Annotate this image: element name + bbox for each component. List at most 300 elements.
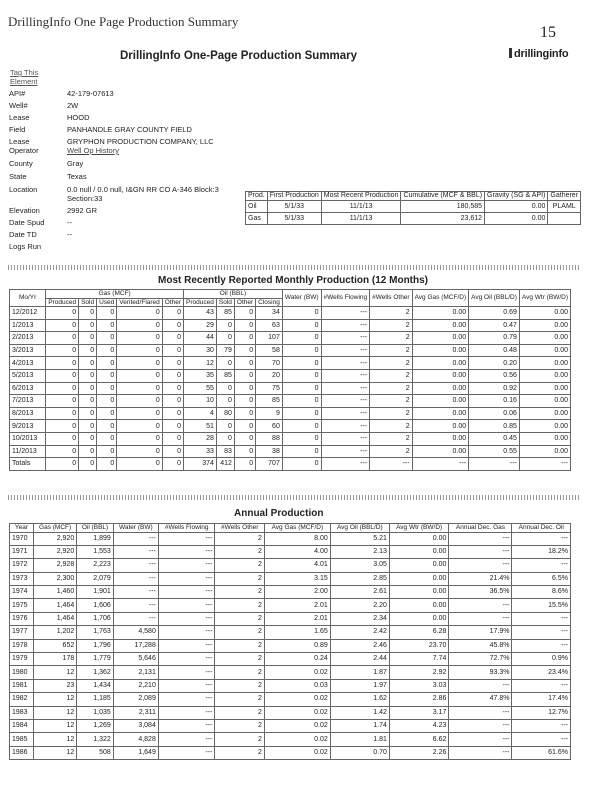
table-cell: 0 [162, 382, 183, 395]
table-cell: 0.9% [512, 653, 571, 666]
table-cell: 2,131 [113, 666, 158, 679]
table-cell: 2,089 [113, 693, 158, 706]
table-cell: 0 [234, 458, 255, 471]
table-row [10, 545, 571, 558]
table-cell: 2 [215, 545, 264, 558]
table-cell: --- [321, 458, 370, 471]
section-divider [8, 495, 580, 500]
api-value: 42-179-07613 [67, 89, 114, 98]
table-cell: 2 [370, 382, 412, 395]
table-row [10, 357, 571, 370]
table-cell: 2 [215, 733, 264, 746]
table-cell: 707 [256, 458, 283, 471]
table-cell: 11/1/13 [321, 201, 401, 213]
table-cell: 12 [184, 357, 217, 370]
table-cell: 0.00 [412, 344, 469, 357]
production-summary-table [245, 191, 581, 225]
oil-subheader: Closing [256, 298, 283, 307]
table-cell: 4/2013 [10, 357, 46, 370]
prod-header-cell: First Production [267, 192, 321, 201]
table-cell: 1,362 [77, 666, 114, 679]
county-label: County [9, 159, 33, 168]
table-cell: 0 [117, 307, 162, 320]
table-cell: 0 [117, 369, 162, 382]
api-label: API# [9, 89, 26, 98]
table-cell: 0.00 [519, 319, 570, 332]
table-cell: 1,035 [77, 706, 114, 719]
annual-header-cell: Water (BW) [113, 524, 158, 533]
table-cell: 0 [97, 420, 117, 433]
table-cell: 47.8% [449, 693, 512, 706]
group-oil-header: Oil (BBL) [184, 290, 283, 299]
table-cell: 1976 [10, 612, 34, 625]
table-cell: 0 [97, 332, 117, 345]
table-cell: 0 [79, 307, 97, 320]
table-cell: 2 [370, 344, 412, 357]
table-cell: 0 [282, 420, 321, 433]
table-cell: --- [412, 458, 469, 471]
table-cell: 178 [33, 653, 76, 666]
table-cell: 0 [282, 432, 321, 445]
table-cell: 0.00 [519, 357, 570, 370]
table-row [10, 559, 571, 572]
table-cell: 0.00 [519, 407, 570, 420]
table-cell: 0 [46, 407, 79, 420]
lease-value: HOOD [67, 113, 90, 122]
table-cell: 0 [117, 407, 162, 420]
logs-run-label: Logs Run [9, 242, 42, 251]
table-row [10, 572, 571, 585]
date-spud-label: Date Spud [9, 218, 45, 227]
table-cell: 0.79 [469, 332, 520, 345]
table-cell: 6.62 [389, 733, 449, 746]
table-cell: 0 [282, 319, 321, 332]
gas-subheader: Sold [79, 298, 97, 307]
table-cell: 0 [162, 395, 183, 408]
well-op-history-link[interactable]: Well Op History [67, 146, 119, 155]
table-cell: --- [158, 679, 215, 692]
table-cell: 0.00 [412, 445, 469, 458]
table-cell: --- [158, 559, 215, 572]
elevation-label: Elevation [9, 206, 40, 215]
table-cell: --- [321, 407, 370, 420]
table-cell: 2 [215, 586, 264, 599]
table-cell: 2 [370, 357, 412, 370]
table-cell: 0.00 [519, 445, 570, 458]
table-cell: 1974 [10, 586, 34, 599]
table-cell: --- [158, 626, 215, 639]
table-cell: 1,763 [77, 626, 114, 639]
table-cell: 1,434 [77, 679, 114, 692]
table-cell: 2,311 [113, 706, 158, 719]
logo-text: drillinginfo [514, 48, 569, 60]
table-cell: 2 [215, 666, 264, 679]
table-cell: 2 [215, 626, 264, 639]
table-cell: 0 [97, 319, 117, 332]
table-cell: 2,079 [77, 572, 114, 585]
table-cell: 0 [216, 332, 234, 345]
table-cell: 75 [256, 382, 283, 395]
date-td-label: Date TD [9, 230, 37, 239]
table-cell: 0.02 [264, 719, 330, 732]
table-cell: 1.62 [330, 693, 389, 706]
table-cell: 0 [79, 382, 97, 395]
operator-value: GRYPHON PRODUCTION COMPANY, LLC [67, 137, 214, 146]
table-cell: --- [321, 445, 370, 458]
table-cell: 2.61 [330, 586, 389, 599]
table-cell: --- [512, 639, 571, 652]
lease-label: Lease [9, 113, 30, 122]
table-cell: 0.24 [264, 653, 330, 666]
table-cell: 0.00 [412, 307, 469, 320]
table-cell: --- [158, 545, 215, 558]
table-cell: 1970 [10, 532, 34, 545]
table-cell: 0 [234, 319, 255, 332]
table-cell: 1,202 [33, 626, 76, 639]
table-cell: 55 [184, 382, 217, 395]
table-cell: 11/2013 [10, 445, 46, 458]
annual-header-cell: Avg Wtr (BW/D) [389, 524, 449, 533]
table-cell: 1,185 [77, 693, 114, 706]
table-cell: 85 [216, 307, 234, 320]
table-cell: 0 [282, 395, 321, 408]
table-cell: 1,269 [77, 719, 114, 732]
table-cell: 0.00 [389, 572, 449, 585]
table-cell: 45.8% [449, 639, 512, 652]
table-cell: --- [158, 719, 215, 732]
gas-subheader: Used [97, 298, 117, 307]
table-cell: 1982 [10, 693, 34, 706]
table-cell: 0.00 [389, 599, 449, 612]
table-cell: 38 [256, 445, 283, 458]
table-cell: 3.03 [389, 679, 449, 692]
location-value: 0.0 null / 0.0 null, I&GN RR CO A-346 Block:3 [67, 185, 219, 194]
table-cell: 374 [184, 458, 217, 471]
table-cell: 0 [234, 382, 255, 395]
table-cell: 0 [46, 332, 79, 345]
table-cell: 85 [216, 369, 234, 382]
annual-section-title: Annual Production [234, 508, 324, 519]
table-cell: --- [512, 626, 571, 639]
table-cell: 0 [117, 319, 162, 332]
table-cell: 2 [215, 653, 264, 666]
table-cell: 12 [33, 666, 76, 679]
gas-subheader: Vented/Flared [117, 298, 162, 307]
section-divider [8, 265, 580, 270]
table-cell: --- [512, 719, 571, 732]
col-avg-wtr: Avg Wtr (BW/D) [519, 290, 570, 307]
table-cell: 0.00 [519, 344, 570, 357]
table-cell: 28 [184, 432, 217, 445]
table-cell: 0 [79, 395, 97, 408]
table-cell: --- [449, 746, 512, 759]
table-cell: --- [512, 559, 571, 572]
table-cell: 1,322 [77, 733, 114, 746]
table-cell: 1980 [10, 666, 34, 679]
table-cell: 3,084 [113, 719, 158, 732]
prod-header-cell: Gatherer [548, 192, 581, 201]
table-cell: --- [113, 572, 158, 585]
table-cell: Totals [10, 458, 46, 471]
table-cell: 0 [282, 307, 321, 320]
table-row [10, 369, 571, 382]
table-cell: --- [449, 612, 512, 625]
gas-subheader: Other [162, 298, 183, 307]
date-spud-value: -- [67, 218, 72, 227]
table-cell: 2.26 [389, 746, 449, 759]
table-cell: 0.00 [412, 420, 469, 433]
table-cell: --- [449, 733, 512, 746]
table-cell: --- [321, 357, 370, 370]
table-cell: 85 [256, 395, 283, 408]
table-cell: 1,649 [113, 746, 158, 759]
table-cell: 0 [216, 432, 234, 445]
table-cell: 6/2013 [10, 382, 46, 395]
table-cell: 0 [162, 332, 183, 345]
table-cell: --- [113, 586, 158, 599]
table-row [10, 445, 571, 458]
annual-header-cell: Annual Dec. Gas [449, 524, 512, 533]
table-cell: 1.81 [330, 733, 389, 746]
table-cell: 1,901 [77, 586, 114, 599]
table-cell: --- [321, 395, 370, 408]
table-cell: 0.02 [264, 706, 330, 719]
table-cell: 12.7% [512, 706, 571, 719]
table-cell: 0.47 [469, 319, 520, 332]
table-cell: 23 [33, 679, 76, 692]
table-cell: 1,464 [33, 599, 76, 612]
table-cell: 2 [370, 369, 412, 382]
table-cell: 0 [162, 319, 183, 332]
table-cell: 4,828 [113, 733, 158, 746]
table-cell: 0 [46, 344, 79, 357]
county-value: Gray [67, 159, 84, 168]
table-cell: 1.74 [330, 719, 389, 732]
page-header-title: DrillingInfo One Page Production Summary [8, 14, 239, 29]
table-cell: 1.65 [264, 626, 330, 639]
table-cell: 0.45 [469, 432, 520, 445]
annual-production-table [9, 523, 571, 760]
table-row [10, 344, 571, 357]
table-cell: 0 [97, 432, 117, 445]
table-cell: 0 [234, 332, 255, 345]
table-cell: --- [321, 344, 370, 357]
table-row [10, 586, 571, 599]
drillinginfo-logo [509, 48, 568, 60]
table-cell: 1,460 [33, 586, 76, 599]
table-cell: 1,796 [77, 639, 114, 652]
table-cell: 0.70 [330, 746, 389, 759]
table-cell: 61.6% [512, 746, 571, 759]
table-cell: 2 [215, 679, 264, 692]
table-cell: 9 [256, 407, 283, 420]
table-cell: Gas [246, 213, 268, 225]
table-cell: 2 [215, 572, 264, 585]
table-cell: 3/2013 [10, 344, 46, 357]
table-cell: 12/2012 [10, 307, 46, 320]
table-cell: --- [370, 458, 412, 471]
table-cell: 35 [184, 369, 217, 382]
table-cell: 0 [216, 382, 234, 395]
operator-label: Lease Operator [9, 137, 39, 155]
table-cell: 0 [46, 357, 79, 370]
table-cell: 63 [256, 319, 283, 332]
table-cell: 5/2013 [10, 369, 46, 382]
table-cell: --- [449, 545, 512, 558]
table-cell: 2.34 [330, 612, 389, 625]
table-cell: --- [321, 319, 370, 332]
table-cell: 2 [215, 559, 264, 572]
table-cell: 0.02 [264, 746, 330, 759]
state-value: Texas [67, 172, 87, 181]
table-cell: 0.00 [412, 319, 469, 332]
table-cell: 58 [256, 344, 283, 357]
field-value: PANHANDLE GRAY COUNTY FIELD [67, 125, 192, 134]
table-cell: 0 [79, 407, 97, 420]
table-row [246, 201, 581, 213]
table-cell: 0.48 [469, 344, 520, 357]
table-cell: 0 [282, 445, 321, 458]
table-cell: 36.5% [449, 586, 512, 599]
table-cell: --- [512, 612, 571, 625]
table-cell: 5,646 [113, 653, 158, 666]
table-cell: 79 [216, 344, 234, 357]
table-cell: 0 [97, 382, 117, 395]
table-row [10, 420, 571, 433]
col-water: Water (BW) [282, 290, 321, 307]
table-cell: 0 [216, 420, 234, 433]
table-cell: PLAML [548, 201, 581, 213]
table-row [10, 653, 571, 666]
table-cell: 0 [234, 344, 255, 357]
table-cell: 0 [282, 332, 321, 345]
table-cell: 1985 [10, 733, 34, 746]
table-cell: 0 [46, 420, 79, 433]
logo-mark-icon [509, 48, 512, 58]
table-cell: 2 [370, 395, 412, 408]
table-cell: 43 [184, 307, 217, 320]
table-cell: 0 [97, 344, 117, 357]
table-cell: --- [158, 532, 215, 545]
table-cell: 0.02 [264, 733, 330, 746]
doc-title: DrillingInfo One-Page Production Summary [120, 50, 358, 62]
table-cell: 2 [370, 307, 412, 320]
table-cell: 2,300 [33, 572, 76, 585]
table-cell: 2,223 [77, 559, 114, 572]
table-cell: 8.6% [512, 586, 571, 599]
table-cell: 0 [46, 369, 79, 382]
table-cell: --- [113, 532, 158, 545]
table-cell: 0 [46, 382, 79, 395]
table-row [10, 395, 571, 408]
table-cell: 2.20 [330, 599, 389, 612]
table-row [10, 532, 571, 545]
table-cell: 0.00 [412, 357, 469, 370]
table-cell: 0 [162, 458, 183, 471]
table-row [10, 458, 571, 471]
table-row [10, 332, 571, 345]
table-cell: 1981 [10, 679, 34, 692]
table-cell: 1.42 [330, 706, 389, 719]
table-cell: 1983 [10, 706, 34, 719]
table-cell: 0.00 [519, 432, 570, 445]
table-cell: 0 [97, 369, 117, 382]
field-label: Field [9, 125, 26, 134]
table-cell: 652 [33, 639, 76, 652]
table-cell: 180,585 [401, 201, 485, 213]
table-cell: 0.00 [519, 369, 570, 382]
table-cell: 8.00 [264, 532, 330, 545]
table-cell: 0.00 [519, 307, 570, 320]
table-cell: --- [158, 612, 215, 625]
table-cell: 0 [282, 458, 321, 471]
table-cell: 2 [215, 719, 264, 732]
table-cell: --- [321, 432, 370, 445]
table-cell: 0 [117, 395, 162, 408]
table-cell: 0 [97, 407, 117, 420]
table-row [10, 319, 571, 332]
annual-header-cell: Avg Gas (MCF/D) [264, 524, 330, 533]
table-cell: 9/2013 [10, 420, 46, 433]
table-cell: 0.06 [469, 407, 520, 420]
table-cell: 0 [282, 382, 321, 395]
table-cell: 0 [216, 357, 234, 370]
table-cell: 0.00 [519, 382, 570, 395]
table-cell: 12 [33, 733, 76, 746]
prod-header-cell: Cumulative (MCF & BBL) [401, 192, 485, 201]
table-cell: --- [512, 532, 571, 545]
table-cell: --- [158, 639, 215, 652]
table-cell: 0 [79, 344, 97, 357]
table-cell: 2.92 [389, 666, 449, 679]
table-cell: 0 [46, 458, 79, 471]
table-cell: --- [158, 733, 215, 746]
table-cell: 4.01 [264, 559, 330, 572]
table-cell: 1.97 [330, 679, 389, 692]
table-cell: 0.00 [519, 395, 570, 408]
table-cell: 23.70 [389, 639, 449, 652]
table-cell: 0 [117, 432, 162, 445]
table-cell: 0 [234, 420, 255, 433]
table-cell: 93.3% [449, 666, 512, 679]
table-cell: 0 [79, 432, 97, 445]
table-cell: 17,288 [113, 639, 158, 652]
table-cell: 2 [370, 432, 412, 445]
table-cell: 2 [215, 532, 264, 545]
col-avg-gas: Avg Gas (MCF/D) [412, 290, 469, 307]
table-cell: 0 [234, 407, 255, 420]
table-cell: 5.21 [330, 532, 389, 545]
table-row [10, 599, 571, 612]
table-cell: 0 [234, 357, 255, 370]
table-cell: 1,899 [77, 532, 114, 545]
well-label: Well# [9, 101, 28, 110]
table-cell: --- [158, 599, 215, 612]
table-cell: 70 [256, 357, 283, 370]
table-cell: 12 [33, 746, 76, 759]
table-cell: 2.00 [264, 586, 330, 599]
date-td-value: -- [67, 230, 72, 239]
tag-element-link[interactable]: Tag This Element [10, 68, 39, 86]
table-cell: 0.00 [412, 332, 469, 345]
table-cell: 2 [370, 319, 412, 332]
table-cell: 51 [184, 420, 217, 433]
table-row [10, 719, 571, 732]
table-cell: 3.17 [389, 706, 449, 719]
table-cell: 4,580 [113, 626, 158, 639]
table-cell: 0.55 [469, 445, 520, 458]
table-cell: --- [158, 693, 215, 706]
